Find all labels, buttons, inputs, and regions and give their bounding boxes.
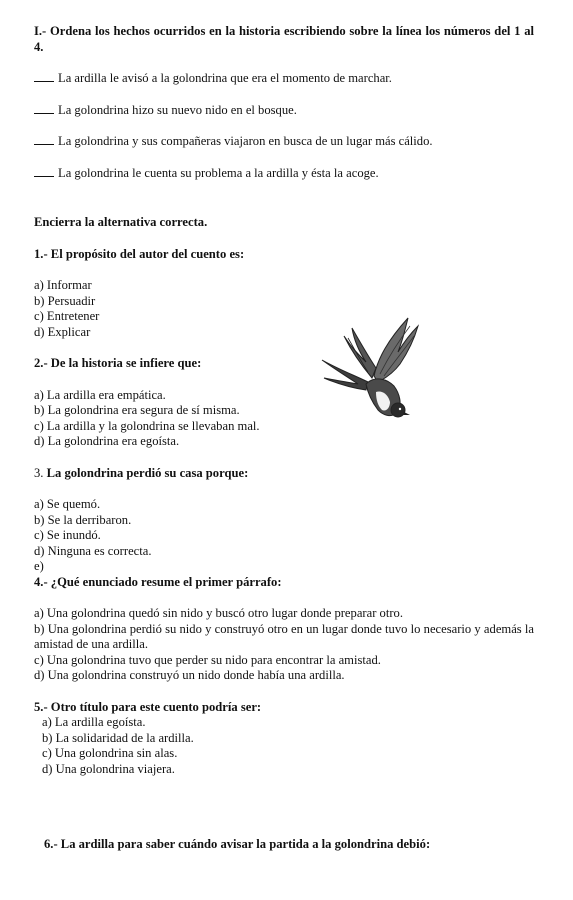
answer-line[interactable] [34,71,54,82]
option[interactable]: b) La golondrina era segura de sí misma. [34,403,240,417]
question-5-options [34,715,534,777]
option[interactable]: a) La ardilla egoísta. [42,715,146,729]
option[interactable]: d) La golondrina era egoísta. [34,434,180,448]
option[interactable]: b) Se la derribaron. [34,512,132,527]
option[interactable]: c) La ardilla y la golondrina se llevaban mal. [34,418,260,433]
option[interactable]: d) Una golondrina construyó un nido donde había una ardilla. [34,668,345,682]
option[interactable]: d) Ninguna es correcta. [34,543,152,558]
option[interactable]: c) Entretener [34,309,100,323]
part2-heading: Encierra la alternativa correcta. [34,215,208,229]
question-3-options [34,497,534,575]
question-4-options [34,606,534,684]
question-3-number: 3. [34,465,44,480]
option[interactable]: c) Una golondrina tuvo que perder su nido para encontrar la amistad. [34,652,381,667]
order-item [34,103,534,119]
question-2: 2.- De la historia se infiere que: [34,356,202,370]
option[interactable]: b) Una golondrina perdió su nido y construyó otro en un lugar donde tuvo lo necesario y además la amistad de una ardilla. [34,621,534,651]
question-4: 4.- ¿Qué enunciado resume el primer párrafo: [34,574,282,589]
answer-line[interactable] [34,103,54,114]
option[interactable]: b) La solidaridad de la ardilla. [42,730,194,745]
option[interactable]: a) Informar [34,278,92,292]
order-item [34,134,534,150]
question-2-options [34,388,534,450]
question-1-options [34,278,534,340]
swallow-bird-icon [318,312,434,428]
order-item-text: La ardilla le avisó a la golondrina que era el momento de marchar. [58,71,392,85]
question-1: 1.- El propósito del autor del cuento es: [34,246,245,261]
option[interactable]: a) La ardilla era empática. [34,387,166,402]
option[interactable]: c) Se inundó. [34,528,101,542]
worksheet [34,24,534,853]
order-item-text: La golondrina y sus compañeras viajaron en busca de un lugar más cálido. [58,134,433,148]
order-item [34,71,534,87]
option[interactable]: a) Se quemó. [34,497,101,511]
option[interactable]: e) [34,559,44,573]
question-3 [34,466,534,482]
option[interactable]: d) Una golondrina viajera. [42,761,175,776]
question-6: 6.- La ardilla para saber cuándo avisar la partida a la golondrina debió: [44,837,431,851]
option[interactable]: a) Una golondrina quedó sin nido y buscó otro lugar donde preparar otro. [34,606,403,620]
answer-line[interactable] [34,166,54,177]
answer-line[interactable] [34,134,54,145]
question-5: 5.- Otro título para este cuento podría ser: [34,699,262,714]
part1-title: I.- Ordena los hechos ocurridos en la historia escribiendo sobre la línea los números del 1 al 4. [34,24,534,54]
order-item [34,166,534,182]
option[interactable]: d) Explicar [34,324,91,339]
question-3-text: La golondrina perdió su casa porque: [46,465,249,480]
option[interactable]: b) Persuadir [34,293,96,308]
option[interactable]: c) Una golondrina sin alas. [42,746,178,760]
order-item-text: La golondrina le cuenta su problema a la ardilla y ésta la acoge. [58,165,379,180]
order-item-text: La golondrina hizo su nuevo nido en el bosque. [58,102,297,117]
